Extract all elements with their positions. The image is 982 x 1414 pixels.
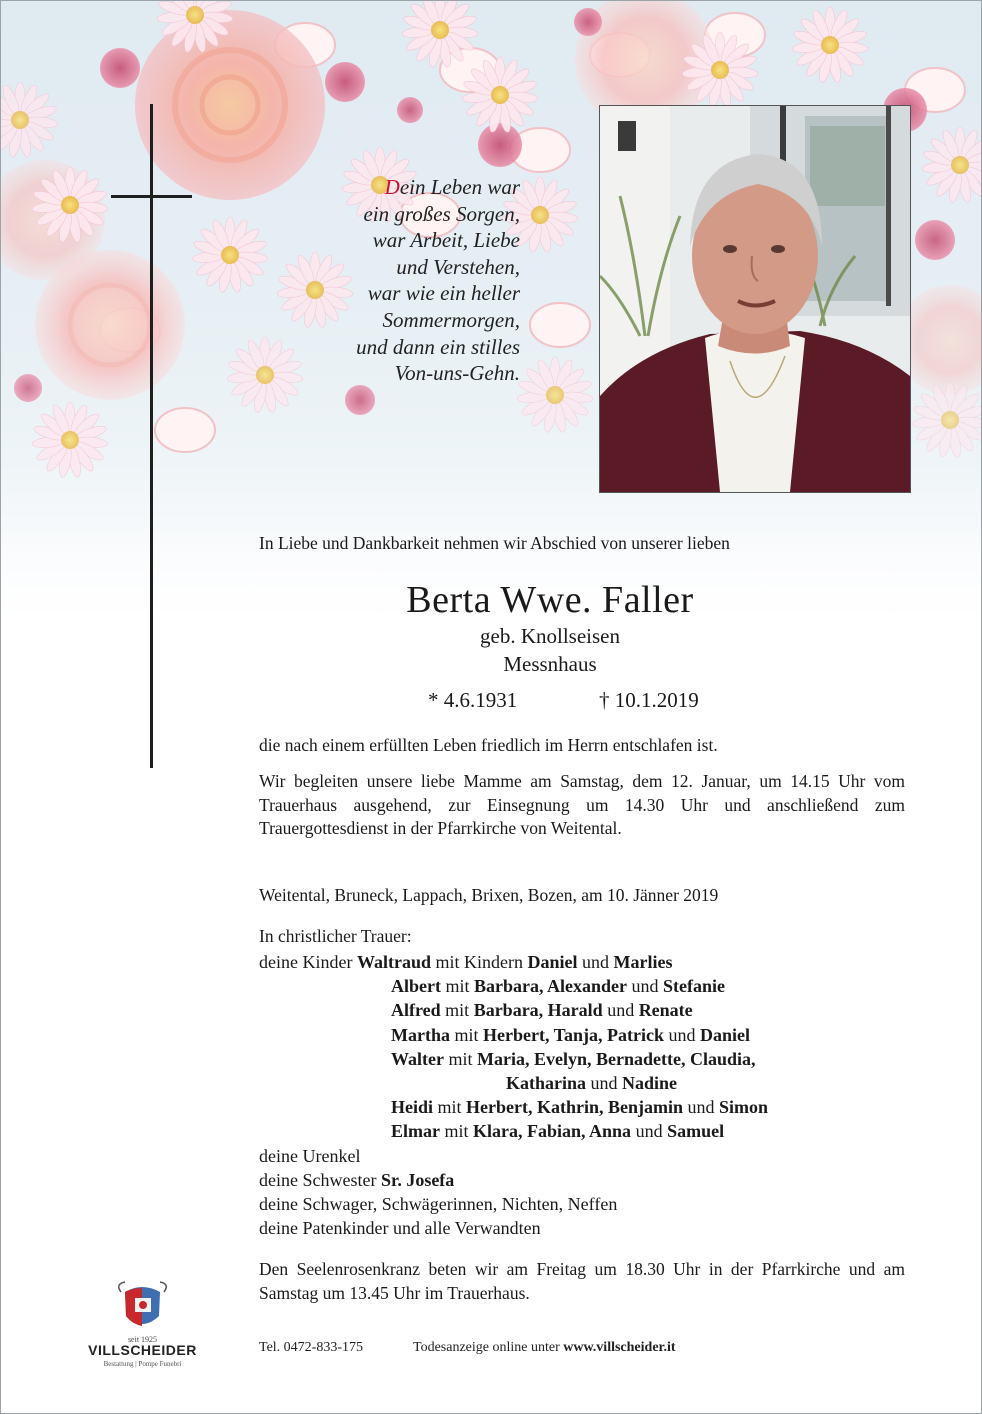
memorial-poem xyxy=(230,174,520,387)
cross-icon xyxy=(150,104,153,768)
house-name: Messnhaus xyxy=(503,652,597,676)
cross-icon-bar xyxy=(111,195,192,198)
poem-drop-letter: D xyxy=(384,175,400,199)
list-item: Walter mit Maria, Evelyn, Bernadette, Claudia, xyxy=(391,1048,756,1069)
poem-line: Sommermorgen, xyxy=(382,307,520,332)
intro-text: In Liebe und Dankbarkeit nehmen wir Abschied von unserer lieben xyxy=(259,533,730,553)
birth-date: * 4.6.1931 xyxy=(428,688,518,712)
list-item: Katharina und Nadine xyxy=(506,1072,678,1093)
list-item: deine Schwager, Schwägerinnen, Nichten, Neffen xyxy=(259,1193,618,1214)
list-item: Heidi mit Herbert, Kathrin, Benjamin und Simon xyxy=(391,1097,769,1118)
list-item: deine Schwester Sr. Josefa xyxy=(259,1169,455,1190)
mourners-list xyxy=(259,950,909,1240)
list-item: Albert mit Barbara, Alexander und Stefanie xyxy=(391,976,725,997)
logo-since: seit 1925 xyxy=(127,1335,158,1344)
coat-of-arms-icon xyxy=(85,1280,200,1336)
poem-line: war Arbeit, Liebe xyxy=(372,228,520,253)
poem-line: ein großes Sorgen, xyxy=(363,201,520,226)
logo-brand: VILLSCHEIDER xyxy=(88,1342,197,1358)
phone-number: Tel. 0472-833-175 xyxy=(259,1340,364,1355)
website-info: Todesanzeige online unter www.villscheider.it xyxy=(413,1340,676,1355)
list-item: Elmar mit Klara, Fabian, Anna und Samuel xyxy=(391,1121,725,1142)
villscheider-logo xyxy=(85,1280,200,1370)
poem-line: und Verstehen, xyxy=(396,254,520,279)
passed-text: die nach einem erfüllten Leben friedlich im Herrn entschlafen ist. xyxy=(259,735,718,755)
list-item: Martha mit Herbert, Tanja, Patrick und Daniel xyxy=(391,1024,750,1045)
list-item: Alfred mit Barbara, Harald und Renate xyxy=(391,1000,693,1021)
place-date-text: Weitental, Bruneck, Lappach, Brixen, Bozen, am 10. Jänner 2019 xyxy=(259,885,719,905)
mourning-heading: In christlicher Trauer: xyxy=(259,926,412,946)
poem-line: Dein Leben war xyxy=(384,175,520,199)
portrait-photo xyxy=(599,105,911,493)
poem-line: war wie ein heller xyxy=(367,281,520,306)
list-item: deine Urenkel xyxy=(259,1145,361,1166)
poem-line: und dann ein stilles xyxy=(356,334,520,359)
funeral-text: Wir begleiten unsere liebe Mamme am Samstag, dem 12. Januar, um 14.15 Uhr vom Trauerhaus ausgehend, zur Einsegnung um 14.30 Uhr und anschließend zum Trauergottesdienst in der Pfarrkirche von Weitental. xyxy=(259,771,905,838)
poem-line: Von-uns-Gehn. xyxy=(394,361,520,386)
rosary-text: Den Seelenrosenkranz beten wir am Freitag um 18.30 Uhr in der Pfarrkirche und am Samstag um 13.45 Uhr im Trauerhaus. xyxy=(259,1259,905,1303)
list-item: deine Kinder Waltraud mit Kindern Daniel und Marlies xyxy=(259,952,673,972)
logo-tagline: Bestattung | Pompe Funebri xyxy=(103,1360,182,1368)
birth-name: geb. Knollseisen xyxy=(480,624,620,648)
website-link[interactable]: www.villscheider.it xyxy=(563,1340,676,1355)
death-date: † 10.1.2019 xyxy=(599,688,699,712)
deceased-name: Berta Wwe. Faller xyxy=(406,579,694,621)
list-item: deine Patenkinder und alle Verwandten xyxy=(259,1218,541,1239)
